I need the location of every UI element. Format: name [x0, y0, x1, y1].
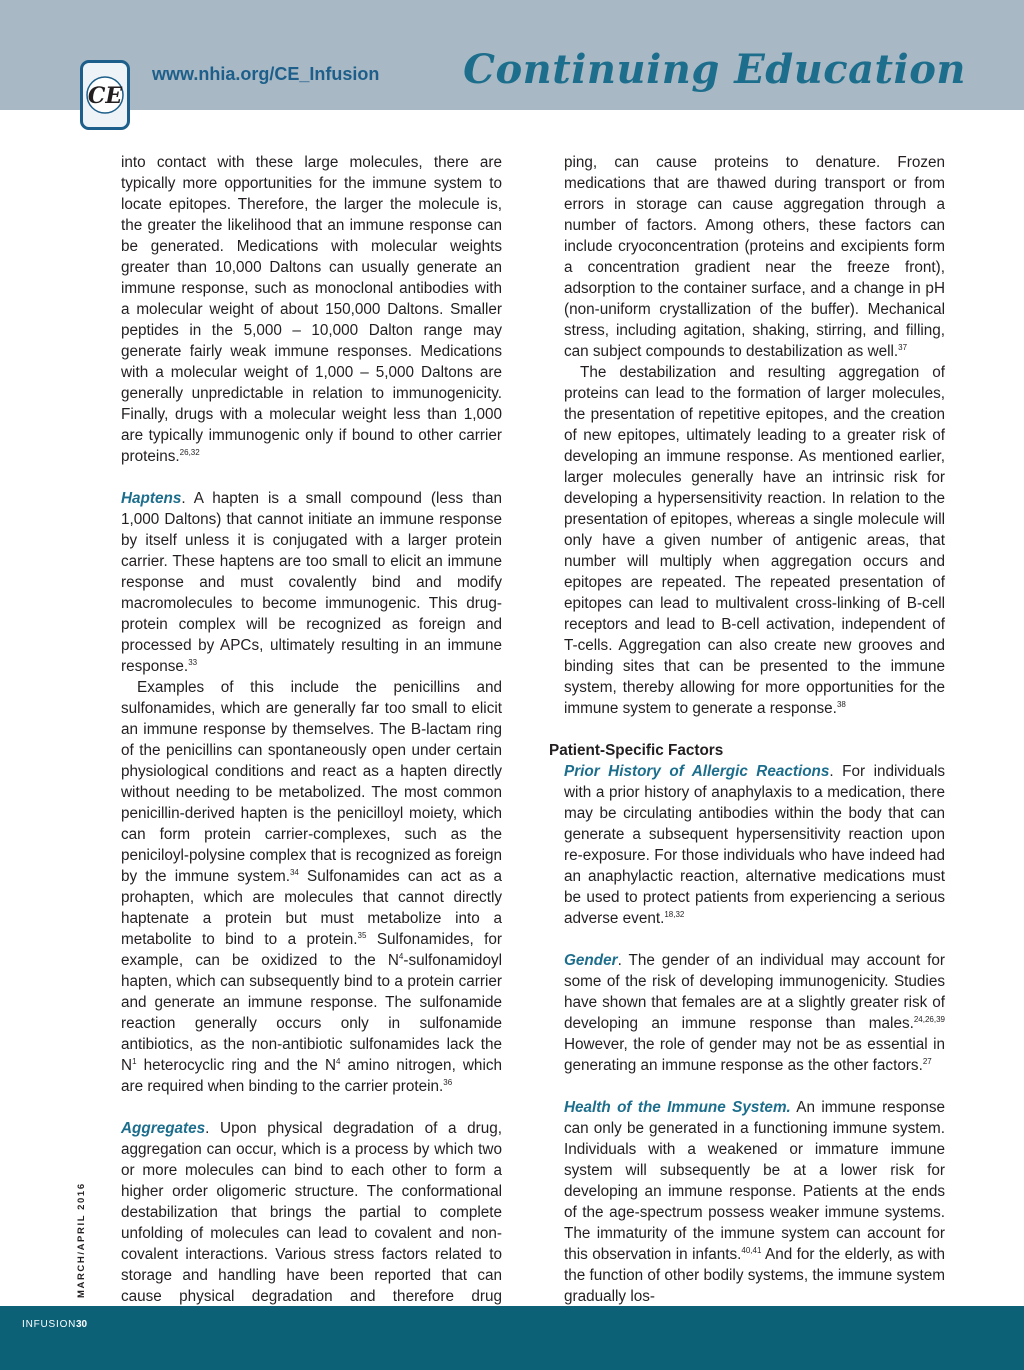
paragraph: into contact with these large molecules, there are typically more opportunities for the immune system to locate epitopes. Therefore, the larger the molecule is, the greater the likelihood that an immune response can be generated. Medications with molecular weights greater than 10,000 Daltons can usually generate an immune response, such as monoclonal antibodies with a molecular weight of about 150,000 Daltons. Smaller peptides in the 5,000 – 10,000 Dalton range may generate fairly weak immune responses. Medications with a molecular weight of 1,000 – 5,000 Daltons are generally unpredictable in relation to immunogenicity. Finally, drugs with a molecular weight less than 1,000 are typically immunogenic only if bound to other carrier proteins.$^{26,32}$	[121, 154, 502, 465]
aggregates-heading: Aggregates	[121, 1120, 206, 1137]
ce-logo-icon	[80, 60, 130, 130]
right-column	[549, 152, 946, 1307]
prior-history-heading: Prior History of Allergic Reactions	[564, 763, 830, 780]
prior-history-paragraph: Prior History of Allergic Reactions. For individuals with a prior history of anaphylaxis to a medication, there may be circulating antibodies within the body that can generate a subsequent hypersensitivity reaction upon re-exposure. For those individuals who have indeed had an anaphylactic reaction, alternative medications must be used to protect patients from experiencing a serious adverse event.$^{18,32}$	[564, 763, 946, 927]
ce-logo-text: CE	[87, 83, 123, 109]
haptens-heading: Haptens	[121, 490, 182, 507]
immune-health-paragraph: Health of the Immune System. An immune response can only be generated in a functioning immune system. Individuals with a weakened or immature immune system will subsequently be at a lower risk for developing an immune response. Patients at the ends of the age-spectrum possess weaker immune systems. The immaturity of the immune system can account for this observation in infants.$^{40,41}$ And for the elderly, as with the function of other bodily systems, the immune system gradually los-	[564, 1099, 946, 1305]
aggregates-paragraph: Aggregates. Upon physical degradation of a drug, aggregation can occur, which is a process by which two or more molecules can bind to each other to form a higher order oligomeric structure. The conformational destabilization that brings the partial to complete unfolding of molecules can lead to covalent and non-covalent interactions. Various stress factors related to storage and handling have been reported that can cause physical degradation and therefore drug	[121, 1120, 502, 1305]
issue-date: MARCH/APRIL 2016	[76, 1182, 87, 1298]
haptens-paragraph: Haptens. A hapten is a small compound (less than 1,000 Daltons) that cannot initiate an immune response by itself unless it is conjugated with a larger protein carrier. These haptens are too small to elicit an immune response and must covalently bind and modify macromolecules to become immunogenic. This drug-protein complex will be recognized as foreign and processed by APCs, ultimately resulting in an immune response.$^{33}$	[121, 490, 502, 675]
paragraph: ping, can cause proteins to denature. Frozen medications that are thawed during transport or from errors in storage can cause aggregation through a number of factors. Among others, these factors can include cryoconcentration (proteins and excipients form a concentration gradient near the freeze front), adsorption to the container surface, and a change in pH (non-uniform crystallization of the buffer). Mechanical stress, including agitation, shaking, stirring, and filling, can subject compounds to destabilization as well.$^{37}$	[564, 154, 945, 360]
section-title: Continuing Education	[463, 46, 966, 93]
footer-band	[0, 1306, 1024, 1370]
section-heading: Patient-Specific Factors	[549, 742, 724, 759]
paragraph: Examples of this include the penicillins and sulfonamides, which are generally far too small to elicit an immune response by themselves. The B-lactam ring of the penicillins can spontaneously open under certain physiological conditions and react as a hapten directly without needing to be metabolized. The most common penicillin-derived hapten is the penicilloyl moiety, which can form protein carrier-complexes, such as the peniciloyl-polysine complex that is recognized as foreign by the immune system.$^{34}$ Sulfonamides can act as a prohapten, which are molecules that cannot directly haptenate a protein but must metabolize into a metabolite to bind to a protein.$^{35}$ Sulfonamides, for example, can be oxidized to the $N^4$-sulfonamidoyl hapten, which can subsequently bind to a protein carrier and generate an immune response. The sulfonamide reaction generally occurs only in sulfonamide antibiotics, as the non-antibiotic sulfonamides lack the $N^1$ heterocyclic ring and the $N^4$ amino nitrogen, which are required when binding to the carrier protein.$^{36}$	[121, 679, 502, 1095]
ce-logo-mark	[84, 65, 126, 125]
site-url[interactable]: www.nhia.org/CE_Infusion	[152, 64, 380, 84]
immune-health-heading: Health of the Immune System.	[564, 1099, 791, 1116]
publication-name: INFUSION	[22, 1319, 77, 1330]
page-number: 30	[76, 1319, 88, 1330]
paragraph: The destabilization and resulting aggregation of proteins can lead to the formation of larger molecules, the presentation of repetitive epitopes, and the creation of new epitopes, ultimately leading to a greater risk of developing an immune response. As mentioned earlier, larger molecules generally have an intrinsic risk for developing a hypersensitivity reaction. In relation to the presentation of epitopes, whereas a single molecule will only have a given number of antigenic areas, that number will multiply when aggregation occurs and epitopes are repeated. The repeated presentation of epitopes can lead to multivalent cross-linking of B-cell receptors and lead to B-cell activation, independent of T-cells. Aggregation can also create new grooves and binding sites that can be presented to the immune system, thereby allowing for more opportunities for the immune system to generate a response.$^{38}$	[564, 364, 945, 717]
left-column	[121, 152, 502, 1349]
gender-heading: Gender	[564, 952, 618, 969]
gender-paragraph: Gender. The gender of an individual may account for some of the risk of developing immunogenicity. Studies have shown that females are at a slightly greater risk of developing an immune response than males.$^{24,26,39}$ However, the role of gender may not be as essential in generating an immune response as the other factors.$^{27}$	[564, 952, 945, 1074]
